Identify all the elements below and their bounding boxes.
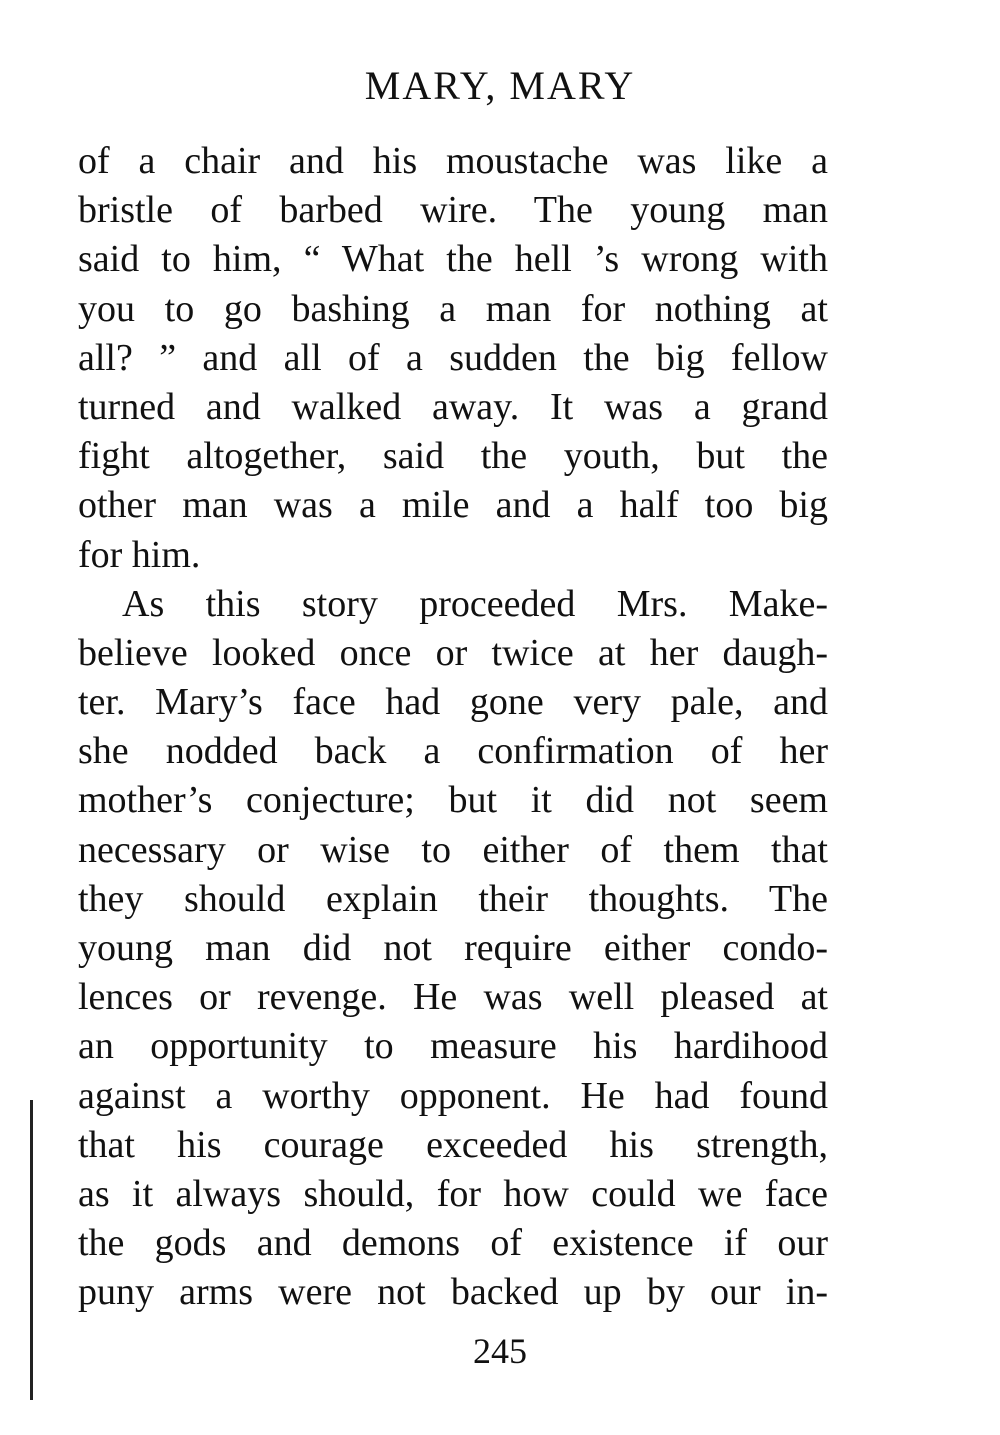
text-line: they should explain their thoughts. The [78,877,828,920]
paragraph-start-line: As this story proceeded Mrs. Make- [122,582,828,625]
text-line: necessary or wise to either of them that [78,828,828,871]
text-line: puny arms were not backed up by our in- [78,1271,828,1314]
text-line: of a chair and his moustache was like a [78,140,828,182]
text-line: an opportunity to measure his hardihood [78,1025,828,1068]
text-line: bristle of barbed wire. The young man [78,189,828,232]
text-line: lences or revenge. He was well pleased at [78,976,828,1019]
page-number: 245 [473,1331,527,1371]
text-line: fight altogether, said the youth, but the [78,435,828,478]
text-line: the gods and demons of existence if our [78,1222,828,1265]
text-line: as it always should, for how could we face [78,1172,828,1215]
text-line: that his courage exceeded his strength, [78,1123,828,1166]
text-line: all? ” and all of a sudden the big fellow [78,336,828,379]
text-line: other man was a mile and a half too big [78,484,828,527]
text-line: young man did not require either condo- [78,927,828,969]
text-line: said to him, “ What the hell ’s wrong with [78,238,828,281]
text-line: you to go bashing a man for nothing at [78,287,828,330]
text-line: ter. Mary’s face had gone very pale, and [78,681,828,724]
text-line: she nodded back a confirmation of her [78,730,828,773]
text-line: turned and walked away. It was a grand [78,385,828,428]
body-text [78,137,828,1318]
text-line: believe looked once or twice at her daugh- [78,631,828,674]
text-line: mother’s conjecture; but it did not seem [78,779,828,822]
scan-margin-line [30,1100,33,1400]
text-line: against a worthy opponent. He had found [78,1074,828,1117]
paragraph-end-line: for him. [78,533,201,576]
running-title: MARY, MARY [364,63,636,108]
